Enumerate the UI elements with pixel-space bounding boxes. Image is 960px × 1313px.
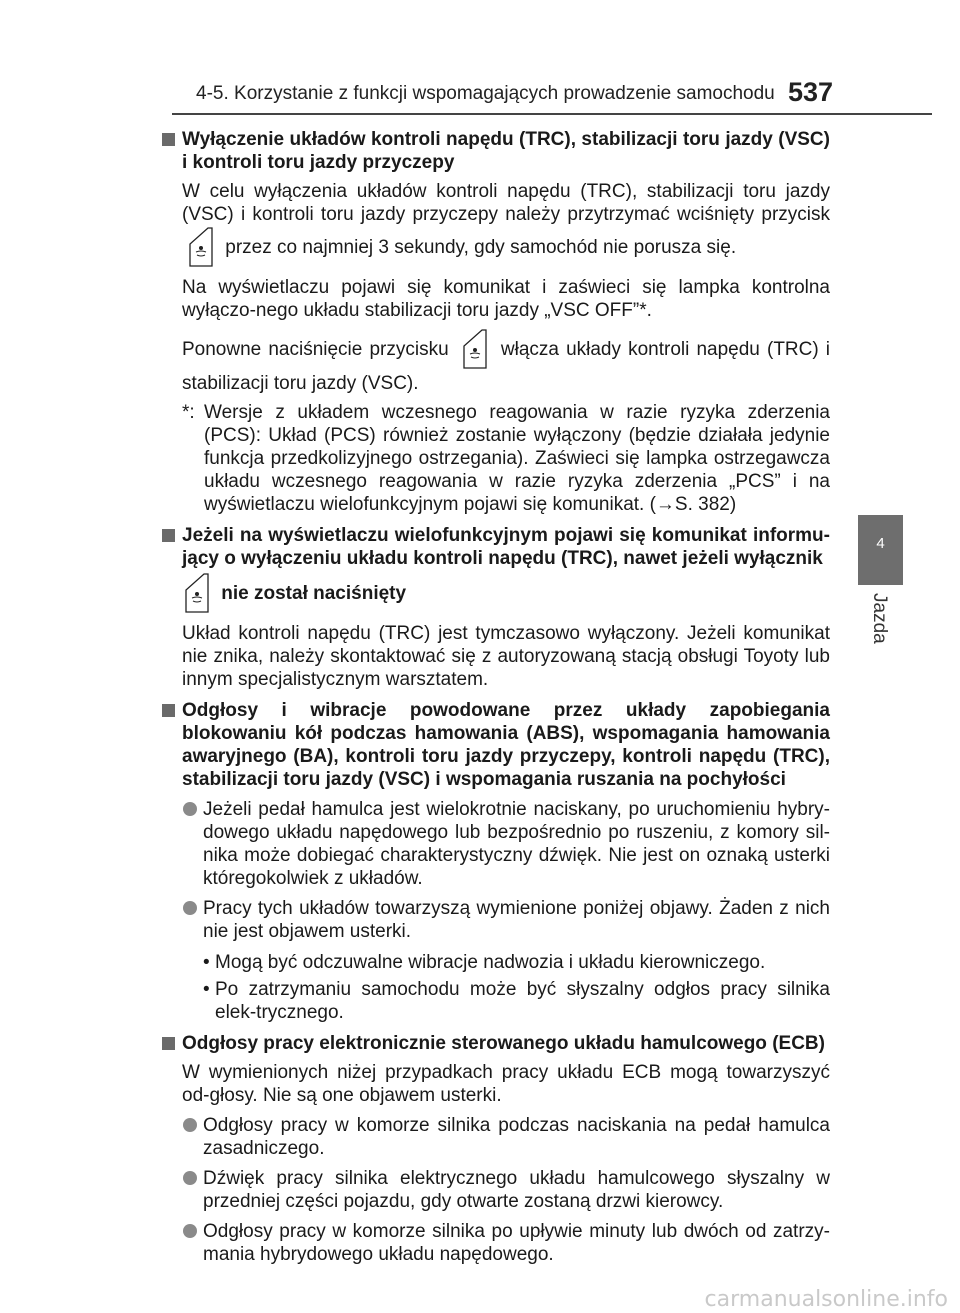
paragraph-text: W celu wyłączenia układów kontroli napędu (TRC), stabilizacji toru jazdy (VSC) i kontroli toru jazdy przyczepy należy przytrzymać wciśnięty przycisk (182, 181, 830, 225)
round-bullet-icon (183, 802, 197, 816)
section-ecb-noises (160, 1032, 830, 1266)
round-bullet-icon (183, 1171, 197, 1185)
section-title: Odgłosy i wibracje powodowane przez układy zapobiegania blokowaniu kół podczas hamowania (ABS), wspomagania hamowania awaryjnego (BA), kontroli toru jazdy przyczepy, kontroli napędu (TRC), stabilizacji toru jazdy (VSC) i wspomagania ruszania na pochyłości (182, 700, 830, 790)
paragraph (182, 180, 830, 270)
footnote (182, 401, 830, 516)
list-item-text: Pracy tych układów towarzyszą wymienione poniżej objawy. Żaden z nich nie jest objawem usterki. (203, 898, 830, 942)
sub-item-text: Po zatrzymaniu samochodu może być słyszalny odgłos pracy silnika elek-trycznego. (215, 979, 830, 1023)
side-tab-number: 4 (876, 535, 885, 552)
list-item-text: Jeżeli pedał hamulca jest wielokrotnie naciskany, po uruchomieniu hybry-dowego układu napędowego lub bezpośrednio po ruszeniu, z komory sil-nika może dobiegać charakterystyczny dźwięk. Nie jest on oznaką usterki któregokolwiek z układów. (203, 799, 830, 889)
round-bullet-icon (183, 1224, 197, 1238)
square-marker-icon (162, 133, 175, 146)
vsc-off-button-icon (186, 226, 216, 270)
list-item (182, 1167, 830, 1213)
list-item-text: Odgłosy pracy w komorze silnika podczas naciskania na pedał hamulca zasadniczego. (203, 1115, 830, 1159)
paragraph: Układ kontroli napędu (TRC) jest tymczasowo wyłączony. Jeżeli komunikat nie znika, należy skontaktować się z autoryzowaną stacją obsługi Toyoty lub innym specjalistycznym warsztatem. (182, 623, 830, 690)
list-item-text: Dźwięk pracy silnika elektrycznego układu hamulcowego słyszalny w przedniej części pojazdu, gdy otwarte zostaną drzwi kierowcy. (203, 1168, 830, 1212)
paragraph (182, 328, 830, 395)
section-trc-vsc-off (160, 128, 830, 516)
paragraph: Na wyświetlaczu pojawi się komunikat i zaświeci się lampka kontrolna wyłączo-nego układu stabilizacji toru jazdy „VSC OFF”*. (182, 277, 830, 321)
square-marker-icon (162, 529, 175, 542)
footnote-text: Wersje z układem wczesnego reagowania w razie ryzyka zderzenia (PCS): Układ (PCS) również zostanie wyłączony (będzie działała jedynie funkcja przedkolizyjnego ostrzegania). Zaświeci się lampka ostrzegawcza układu wczesnego reagowania w razie ryzyka zderzenia „PCS” i na wyświetlaczu wielofunkcyjnym pojawi się komunikat. (→S. 382) (204, 402, 830, 515)
list-item-text: Odgłosy pracy w komorze silnika po upływie minuty lub dwóch od zatrzy-mania hybrydowego układu napędowego. (203, 1221, 830, 1265)
section-title (182, 524, 830, 616)
section-title: Wyłączenie układów kontroli napędu (TRC), stabilizacji toru jazdy (VSC) i kontroli toru jazdy przyczepy (182, 129, 830, 173)
vsc-off-button-icon (460, 328, 490, 372)
sub-item (203, 951, 830, 974)
section-title-text: nie został naciśnięty (221, 583, 407, 605)
header-rule (172, 113, 932, 115)
paragraph-text: włącza układy kontroli napędu (TRC) i stabilizacji toru jazdy (VSC). (182, 339, 831, 394)
square-marker-icon (162, 1037, 175, 1050)
paragraph-text: przez co najmniej 3 sekundy, gdy samochód nie porusza się. (225, 237, 737, 259)
footnote-mark: *: (182, 402, 195, 423)
section-noises-vibrations (160, 699, 830, 1024)
paragraph: W wymienionych niżej przypadkach pracy układu ECB mogą towarzyszyć od-głosy. Nie są one objawem usterki. (182, 1062, 830, 1106)
section-title-text: Jeżeli na wyświetlaczu wielofunkcyjnym pojawi się komunikat informu-jący o wyłączeniu układu kontroli napędu (TRC), nawet jeżeli wyłącznik (182, 525, 830, 569)
vsc-off-button-icon (182, 572, 212, 616)
list-item (182, 1220, 830, 1266)
page-number: 537 (788, 77, 834, 107)
list-item (182, 897, 830, 1024)
side-tab-label: Jazda (869, 593, 890, 644)
paragraph-text: Ponowne naciśnięcie przycisku (182, 339, 449, 361)
sub-bullet-mark: • (203, 952, 210, 973)
square-marker-icon (162, 704, 175, 717)
header-title: 4-5. Korzystanie z funkcji wspomagających prowadzenie samochodu (196, 83, 775, 104)
list-item (182, 1114, 830, 1160)
page-content (160, 128, 830, 1274)
round-bullet-icon (183, 1118, 197, 1132)
sub-item-text: Mogą być odczuwalne wibracje nadwozia i układu kierowniczego. (215, 952, 766, 973)
watermark: carmanualsonline.info (704, 1287, 948, 1312)
sub-item (203, 978, 830, 1024)
list-item (182, 798, 830, 890)
section-trc-message (160, 524, 830, 691)
round-bullet-icon (183, 901, 197, 915)
section-title: Odgłosy pracy elektronicznie sterowanego układu hamulcowego (ECB) (182, 1033, 825, 1054)
sub-bullet-mark: • (203, 979, 210, 1000)
